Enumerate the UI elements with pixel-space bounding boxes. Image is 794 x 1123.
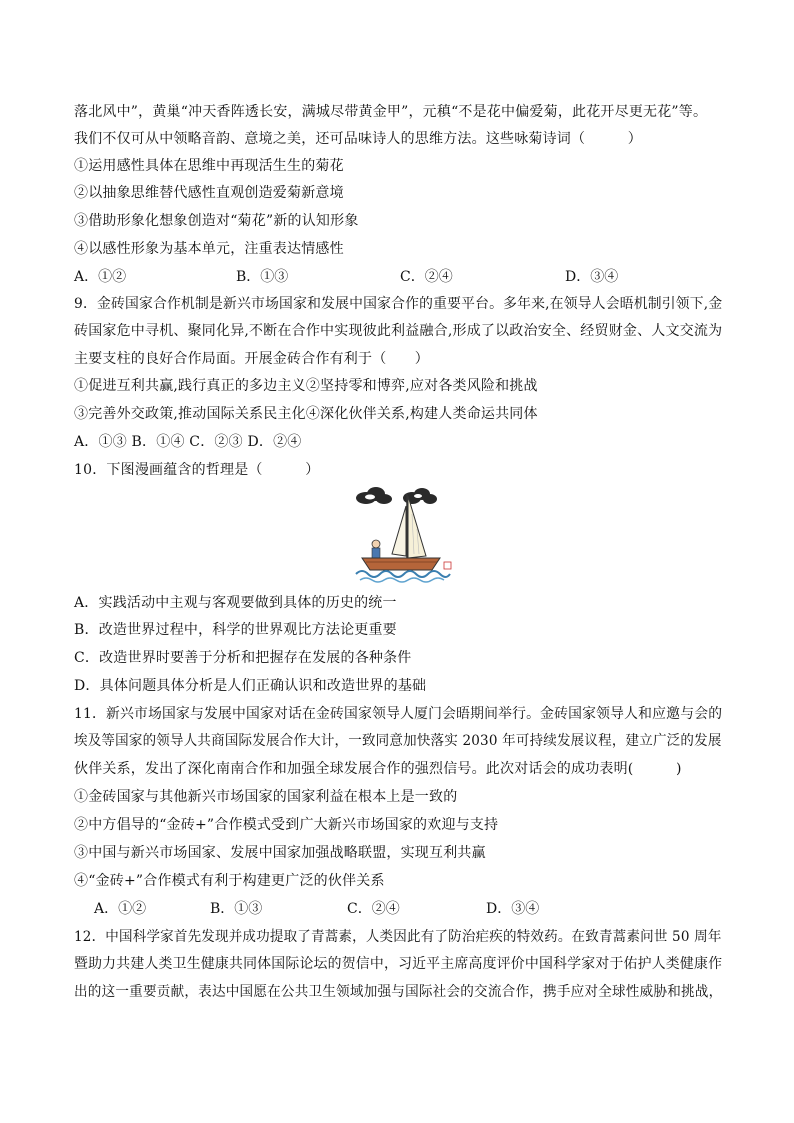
q11-line-1: 11．新兴市场国家与发展中国家对话在金砖国家领导人厦门会晤期间举行。金砖国家领导人和应邀与会的 [74,706,723,722]
q11-item-2: ②中方倡导的“金砖+”合作模式受到广大新兴市场国家的欢迎与支持 [74,817,499,833]
q9-line-1: 9．金砖国家合作机制是新兴市场国家和发展中国家合作的重要平台。多年来,在领导人会晤机制引领下,金 [74,296,723,312]
q11-option-c: C．②④ [347,901,400,917]
q9-line-2: 砖国家危中寻机、聚同化异,不断在合作中实现彼此利益融合,形成了以政治安全、经贸财金、人文交流为 [74,323,723,339]
q10-option-d: D．具体问题具体分析是人们正确认识和改造世界的基础 [74,678,427,694]
q8-item-2: ②以抽象思维替代感性直观创造爱菊新意境 [74,185,344,201]
q8-line-2: 我们不仅可从中领略音韵、意境之美，还可品味诗人的思维方法。这些咏菊诗词（ ） [74,131,642,147]
q9-item-2: ③完善外交政策,推动国际关系民主化④深化伙伴关系,构建人类命运共同体 [74,406,538,422]
q11-option-d: D．③④ [486,901,540,917]
q8-option-c: C．②④ [400,269,453,285]
q8-line-1: 落北风中”，黄巢“冲天香阵透长安，满城尽带黄金甲”，元稹“不是花中偏爱菊，此花开尽更无花”等。 [74,104,708,120]
q12-line-2: 暨助力共建人类卫生健康共同体国际论坛的贺信中，习近平主席高度评价中国科学家对于佑护人类健康作 [74,956,723,972]
q9-item-1: ①促进互利共赢,践行真正的多边主义②坚持零和博弈,应对各类风险和挑战 [74,378,538,394]
q10-option-c: C．改造世界时要善于分析和把握存在发展的各种条件 [74,650,412,666]
q11-item-1: ①金砖国家与其他新兴市场国家的国家利益在根本上是一致的 [74,789,458,805]
q9-line-3: 主要支柱的良好合作局面。开展金砖合作有利于（ ） [74,351,429,367]
q8-option-b: B．①③ [236,269,289,285]
q10-stem: 10．下图漫画蕴含的哲理是（ ） [74,462,320,478]
q10-option-b: B．改造世界过程中，科学的世界观比方法论更重要 [74,622,397,638]
q8-item-4: ④以感性形象为基本单元，注重表达情感性 [74,241,344,257]
q8-option-d: D．③④ [565,269,619,285]
q12-line-1: 12．中国科学家首先发现并成功提取了青蒿素，人类因此有了防治疟疾的特效药。在致青蒿素问世 50 周年 [74,929,722,945]
q11-item-4: ④“金砖+”合作模式有利于构建更广泛的伙伴关系 [74,873,385,889]
q11-line-2: 埃及等国家的领导人共商国际发展合作大计，一致同意加快落实 2030 年可持续发展议程，建立广泛的发展 [74,733,722,749]
q8-option-a: A．①② [74,269,127,285]
q11-line-3: 伙伴关系，发出了深化南南合作和加强全球发展合作的强烈信号。此次对话会的成功表明( ) [74,761,682,777]
q9-options: A．①③ B．①④ C．②③ D．②④ [74,434,302,450]
q11-option-a: A．①② [94,901,147,917]
q8-item-1: ①运用感性具体在思维中再现活生生的菊花 [74,158,344,174]
sailboat-cartoon-icon [352,484,454,584]
q8-item-3: ③借助形象化想象创造对“菊花”新的认知形象 [74,213,359,229]
q11-item-3: ③中国与新兴市场国家、发展中国家加强战略联盟，实现互利共赢 [74,845,486,861]
q10-option-a: A．实践活动中主观与客观要做到具体的历史的统一 [74,595,397,611]
q11-option-b: B．①③ [210,901,263,917]
q12-line-3: 出的这一重要贡献，表达中国愿在公共卫生领域加强与国际社会的交流合作，携手应对全球性威胁和挑战， [74,984,723,1000]
